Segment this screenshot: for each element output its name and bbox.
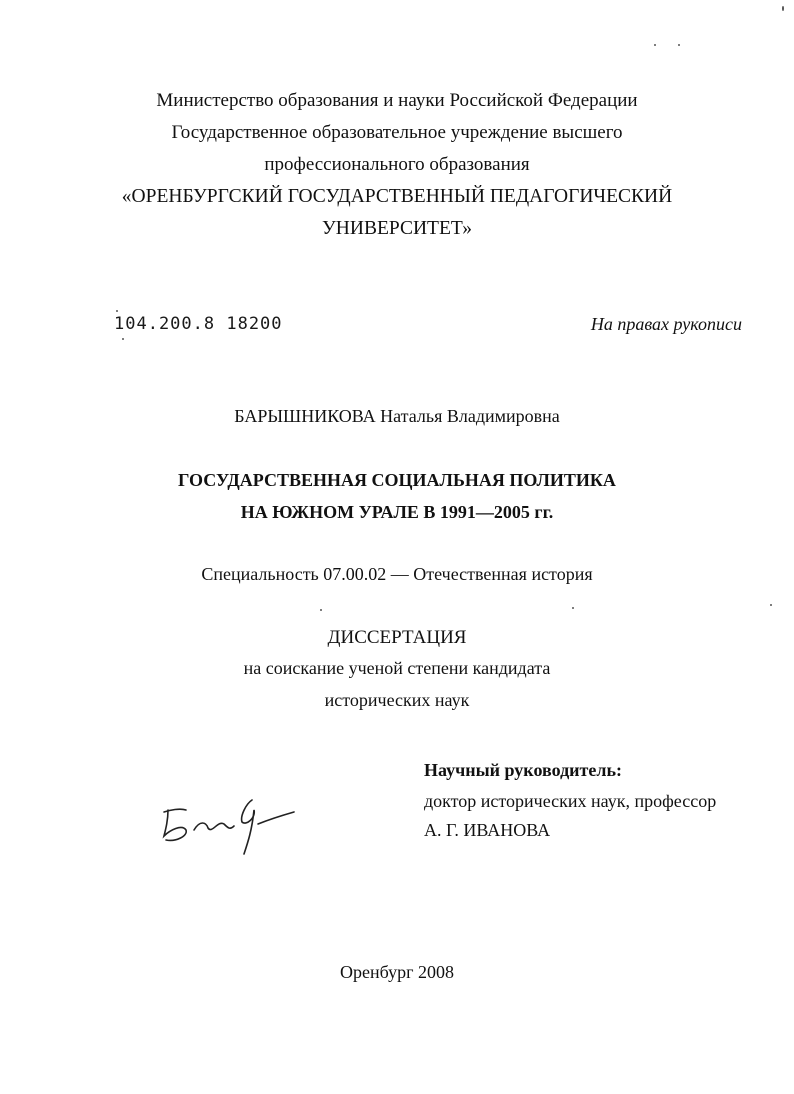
- institution-type-line: Государственное образовательное учреждение высшего: [171, 122, 623, 143]
- degree-line-1: на соискание ученой степени кандидата: [243, 658, 551, 678]
- scan-speck: [572, 607, 574, 609]
- scan-speck: [678, 44, 680, 46]
- dissertation-title-line-2: НА ЮЖНОМ УРАЛЕ В 1991—2005 гг.: [240, 502, 554, 522]
- degree-line-2: исторических наук: [324, 690, 470, 710]
- university-name-line-2: УНИВЕРСИТЕТ»: [321, 218, 473, 239]
- dissertation-heading: ДИССЕРТАЦИЯ: [327, 627, 467, 648]
- supervisor-rank: доктор исторических наук, профессор: [424, 791, 717, 811]
- author-name: БАРЫШНИКОВА Наталья Владимировна: [234, 406, 560, 426]
- scan-speck: [122, 338, 124, 340]
- scan-speck: [770, 604, 772, 606]
- supervisor-label: Научный руководитель:: [424, 760, 622, 780]
- scan-speck: [782, 6, 784, 11]
- ministry-line: Министерство образования и науки Российской Федерации: [156, 90, 638, 111]
- scan-speck: [654, 44, 656, 46]
- handwritten-signature: [156, 790, 306, 860]
- university-name-line: «ОРЕНБУРГСКИЙ ГОСУДАРСТВЕННЫЙ ПЕДАГОГИЧЕСКИЙ: [121, 186, 673, 207]
- specialty-line: Специальность 07.00.02 — Отечественная история: [201, 564, 593, 584]
- dissertation-title-line-1: ГОСУДАРСТВЕННАЯ СОЦИАЛЬНАЯ ПОЛИТИКА: [178, 470, 616, 490]
- archive-code: 104.200.8 18200: [114, 314, 283, 334]
- education-level-line: профессионального образования: [264, 154, 530, 175]
- city-and-year: Оренбург 2008: [340, 962, 454, 982]
- supervisor-name: А. Г. ИВАНОВА: [424, 820, 551, 840]
- scan-speck: [320, 609, 322, 611]
- manuscript-rights-note: На правах рукописи: [590, 314, 742, 334]
- scan-speck: [116, 310, 118, 312]
